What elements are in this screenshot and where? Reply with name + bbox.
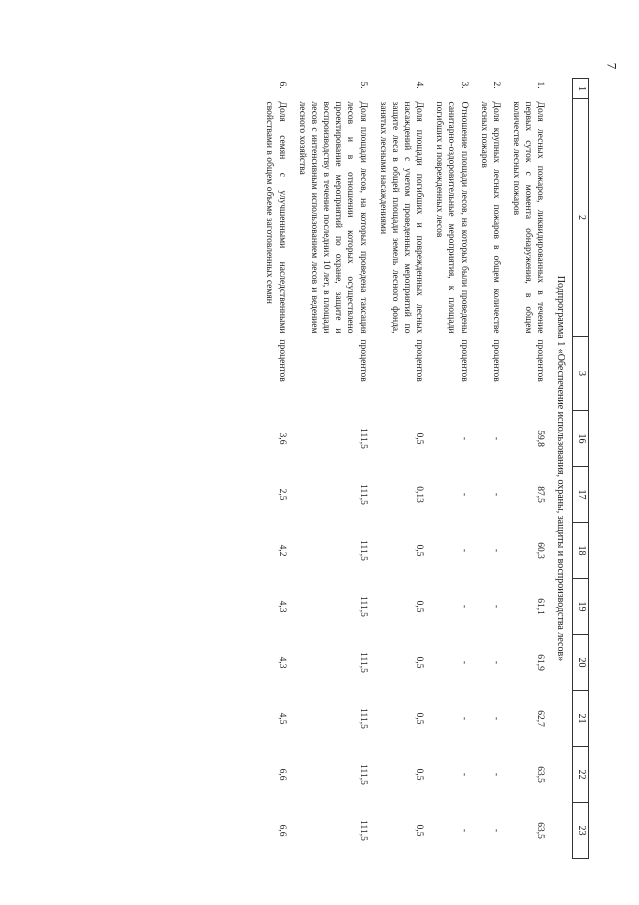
row-unit: процентов: [414, 339, 425, 382]
row-description: Отношение площади лесов, на которых были проведены санитарно-оздоровительные мероприятия, к площади погибших и поврежденных лесов: [434, 101, 469, 334]
row-value: -: [490, 436, 501, 441]
row-value: -: [490, 492, 501, 497]
row-value: 111,5: [357, 428, 368, 449]
row-value: 87,5: [535, 486, 546, 503]
row-description: Доля площади погибших и поврежденных лесных насаждений с учетом проведенных мероприятий по защите леса в общей площади земель лесного фонда, занятых лесными насаждениями: [377, 101, 425, 334]
row-value: -: [490, 772, 501, 777]
table-header-row: [573, 79, 589, 859]
table-row: [505, 79, 549, 859]
row-value: 61,9: [535, 654, 546, 671]
header-cell: 19: [573, 579, 589, 635]
row-number: 1.: [535, 81, 546, 89]
row-value: 0,5: [414, 712, 425, 725]
row-value: 4,3: [276, 600, 287, 613]
header-cell: 1: [573, 79, 589, 99]
row-value: 0,5: [414, 768, 425, 781]
row-value: 111,5: [357, 820, 368, 841]
header-cell: 2: [573, 99, 589, 337]
row-value: -: [458, 436, 469, 441]
row-value: -: [490, 604, 501, 609]
indicators-table: [258, 78, 589, 859]
row-value: -: [490, 548, 501, 553]
header-cell: 21: [573, 691, 589, 747]
row-value: 0,5: [414, 656, 425, 669]
header-cell: 20: [573, 635, 589, 691]
row-description: Доля площади лесов, на которых проведена таксация лесов и в отношении которых осуществлено проектирование мероприятий по охране, защите и воспроизводству в течение последних 10 лет, в площади лесов с интенсивным использованием лесов и ведением лесного хозяйства: [296, 101, 368, 334]
table-body: [258, 79, 572, 859]
row-value: 4,3: [276, 656, 287, 669]
row-value: 6,6: [276, 768, 287, 781]
header-cell: 3: [573, 337, 589, 411]
row-value: 0,5: [414, 432, 425, 445]
row-number: 3.: [458, 81, 469, 89]
row-unit: процентов: [490, 339, 501, 382]
row-value: -: [458, 548, 469, 553]
subprogram-title: Подпрограмма 1 «Обеспечение использования, охраны, защиты и воспроизводства лесов»: [555, 275, 567, 662]
row-value: -: [458, 604, 469, 609]
row-number: 5.: [357, 81, 368, 89]
table-row: [372, 79, 429, 859]
row-value: 59,8: [535, 430, 546, 447]
table-row: [258, 79, 290, 859]
page-number: 7: [604, 62, 620, 70]
row-value: 111,5: [357, 540, 368, 561]
row-value: 111,5: [357, 596, 368, 617]
row-value: -: [458, 660, 469, 665]
header-cell: 22: [573, 747, 589, 803]
row-value: 4,5: [276, 712, 287, 725]
row-value: 0,5: [414, 600, 425, 613]
row-value: 111,5: [357, 652, 368, 673]
row-value: 61,1: [535, 598, 546, 615]
row-value: 2,5: [276, 488, 287, 501]
header-cell: 18: [573, 523, 589, 579]
row-description: Доля лесных пожаров, ликвидированных в течение первых суток с момента обнаружения, в общем количестве лесных пожаров: [511, 101, 546, 334]
row-value: 63,5: [535, 766, 546, 783]
row-unit: процентов: [458, 339, 469, 382]
subprogram-row: [549, 79, 572, 859]
row-value: 0,5: [414, 544, 425, 557]
row-value: 0,5: [414, 824, 425, 837]
table-row: [291, 79, 372, 859]
row-unit: процентов: [276, 339, 287, 382]
table-row: [428, 79, 472, 859]
row-value: 4,2: [276, 544, 287, 557]
table-row: [473, 79, 505, 859]
row-number: 4.: [414, 81, 425, 89]
row-value: 6,6: [276, 824, 287, 837]
row-value: 3,6: [276, 432, 287, 445]
row-value: 0,13: [414, 486, 425, 503]
row-description: Доля крупных лесных пожаров в общем количестве лесных пожаров: [478, 101, 501, 334]
row-value: -: [458, 492, 469, 497]
row-unit: процентов: [357, 339, 368, 382]
row-value: -: [490, 828, 501, 833]
row-value: -: [458, 772, 469, 777]
row-value: -: [490, 716, 501, 721]
header-cell: 17: [573, 467, 589, 523]
row-value: 60,3: [535, 542, 546, 559]
row-value: 111,5: [357, 484, 368, 505]
row-value: 111,5: [357, 708, 368, 729]
row-value: 111,5: [357, 764, 368, 785]
row-value: 62,7: [535, 710, 546, 727]
document-frame: [109, 78, 589, 858]
row-value: 63,5: [535, 822, 546, 839]
row-number: 2.: [490, 81, 501, 89]
row-description: Доля семян с улучшенными наследственными свойствами в общем объеме заготовленных семян: [264, 101, 287, 334]
row-value: -: [458, 716, 469, 721]
row-value: -: [490, 660, 501, 665]
header-cell: 16: [573, 411, 589, 467]
row-number: 6.: [276, 81, 287, 89]
header-cell: 23: [573, 803, 589, 859]
row-value: -: [458, 828, 469, 833]
row-unit: процентов: [535, 339, 546, 382]
